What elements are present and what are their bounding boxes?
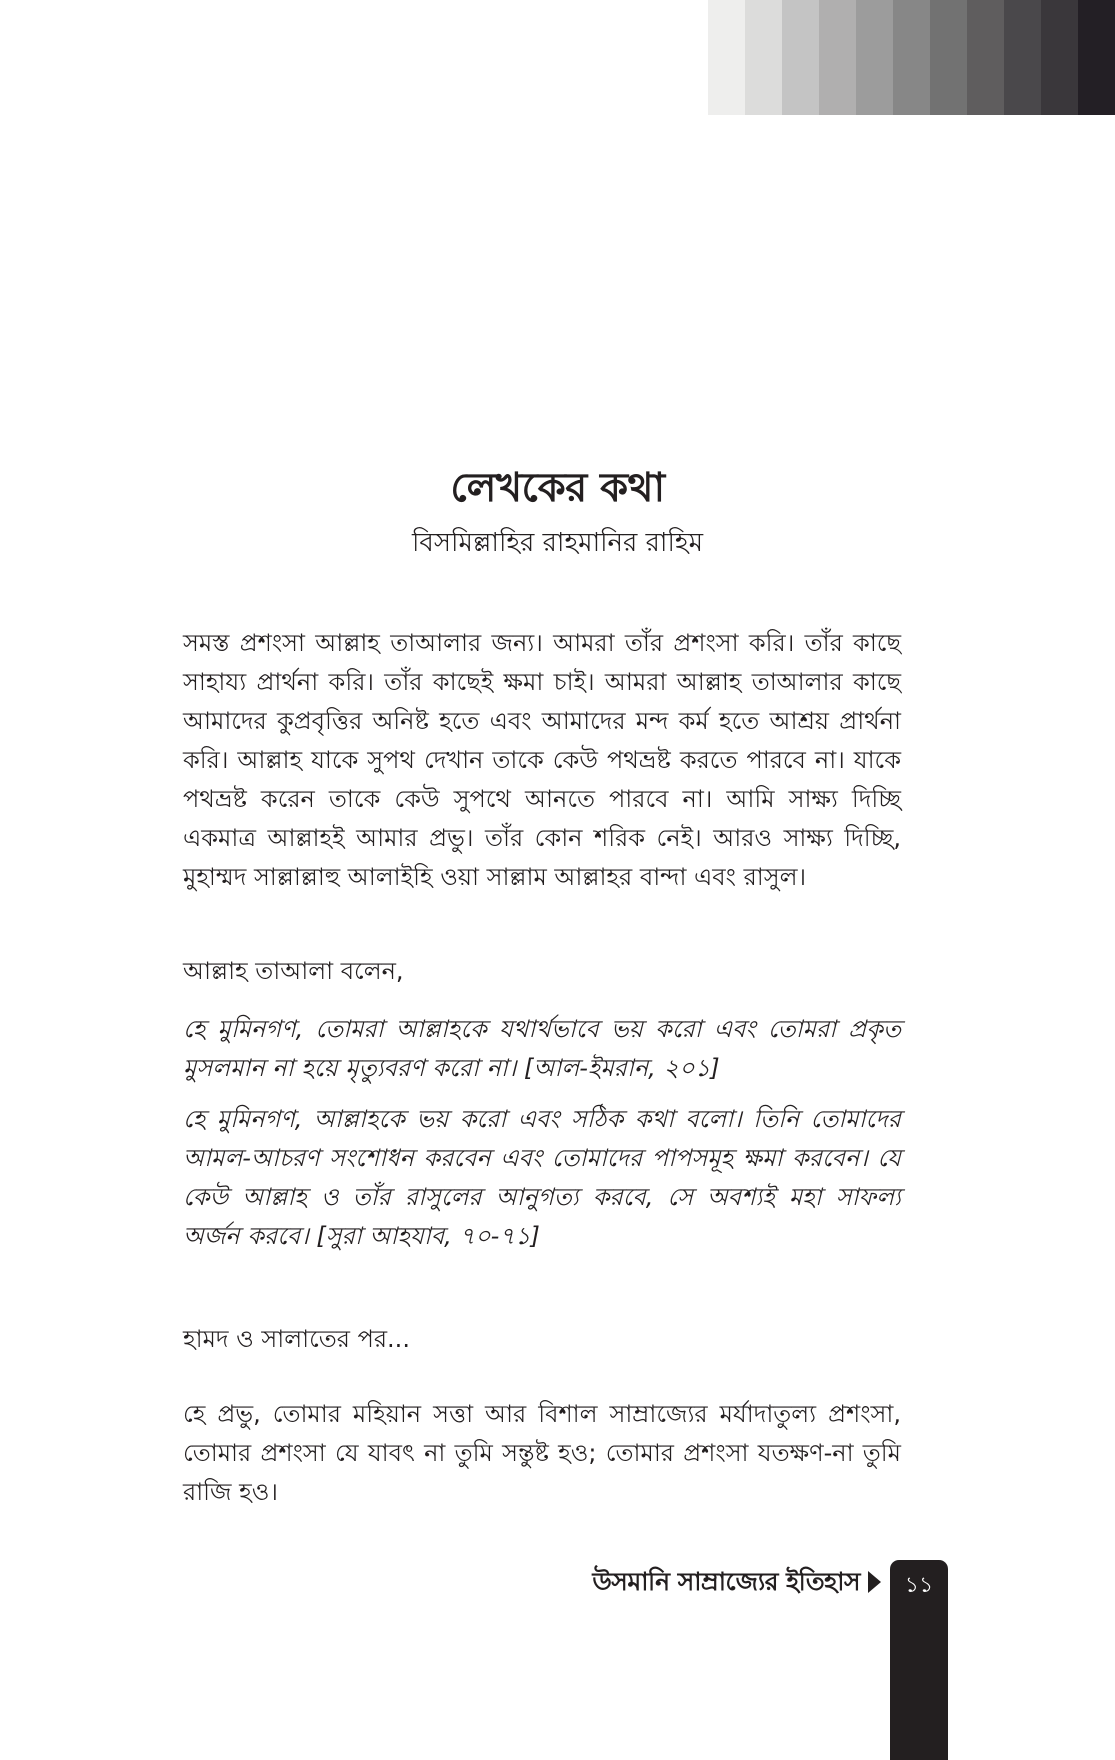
grayscale-calibration-strip bbox=[708, 0, 1115, 115]
paragraph-intro-quote bbox=[183, 952, 901, 991]
gray-band bbox=[1004, 0, 1041, 115]
quote-text: হে মুমিনগণ, আল্লাহকে ভয় করো এবং সঠিক কথা বলো। তিনি তোমাদের আমল-আচরণ সংশোধন করবেন এবং তোমাদের পাপসমূহ ক্ষমা করবেন। যে কেউ আল্লাহ ও তাঁর রাসুলের আনুগত্য করবে, সে অবশ্যই মহা সাফল্য অর্জন করবে। [সুরা আহযাব, ৭০-৭১] bbox=[183, 1105, 901, 1250]
gray-band bbox=[930, 0, 967, 115]
bismillah-subtitle: বিসমিল্লাহির রাহমানির রাহিম bbox=[411, 528, 704, 558]
gray-band bbox=[856, 0, 893, 115]
gray-band bbox=[745, 0, 782, 115]
paragraph-text: হে প্রভু, তোমার মহিয়ান সত্তা আর বিশাল সাম্রাজ্যের মর্যাদাতুল্য প্রশংসা, তোমার প্রশংসা যে যাবৎ না তুমি সন্তুষ্ট হও; তোমার প্রশংসা যতক্ষণ-না তুমি রাজি হও। bbox=[183, 1400, 901, 1506]
paragraph-text: আল্লাহ তাআলা বলেন, bbox=[183, 957, 404, 985]
paragraph-hamd bbox=[183, 1320, 901, 1359]
gray-band bbox=[708, 0, 745, 115]
paragraph-text: হামদ ও সালাতের পর... bbox=[183, 1325, 410, 1353]
gray-band bbox=[782, 0, 819, 115]
running-footer-book-title: উসমানি সাম্রাজ্যের ইতিহাস bbox=[592, 1567, 860, 1596]
page-number: ১১ bbox=[904, 1573, 934, 1598]
chapter-title: লেখকের কথা bbox=[450, 465, 665, 511]
page-number-tab bbox=[890, 1560, 948, 1760]
gray-band bbox=[1041, 0, 1078, 115]
gray-band bbox=[893, 0, 930, 115]
paragraph-prayer bbox=[183, 1395, 901, 1512]
quote-ahzab bbox=[183, 1100, 901, 1256]
gray-band bbox=[967, 0, 1004, 115]
quote-text: হে মুমিনগণ, তোমরা আল্লাহকে যথার্থভাবে ভয় করো এবং তোমরা প্রকৃত মুসলমান না হয়ে মৃত্যুবরণ করো না। [আল-ইমরান, ২০১] bbox=[183, 1015, 901, 1082]
triangle-right-icon bbox=[868, 1571, 881, 1593]
quote-al-imran bbox=[183, 1010, 901, 1088]
gray-band bbox=[1078, 0, 1115, 115]
paragraph-praise bbox=[183, 624, 901, 897]
gray-band bbox=[819, 0, 856, 115]
paragraph-text: সমস্ত প্রশংসা আল্লাহ তাআলার জন্য। আমরা তাঁর প্রশংসা করি। তাঁর কাছে সাহায্য প্রার্থনা করি। তাঁর কাছেই ক্ষমা চাই। আমরা আল্লাহ তাআলার কাছে আমাদের কুপ্রবৃত্তির অনিষ্ট হতে এবং আমাদের মন্দ কর্ম হতে আশ্রয় প্রার্থনা করি। আল্লাহ যাকে সুপথ দেখান তাকে কেউ পথভ্রষ্ট করতে পারবে না। যাকে পথভ্রষ্ট করেন তাকে কেউ সুপথে আনতে পারবে না। আমি সাক্ষ্য দিচ্ছি একমাত্র আল্লাহই আমার প্রভু। তাঁর কোন শরিক নেই। আরও সাক্ষ্য দিচ্ছি, মুহাম্মদ সাল্লাল্লাহু আলাইহি ওয়া সাল্লাম আল্লাহর বান্দা এবং রাসুল। bbox=[183, 629, 901, 891]
